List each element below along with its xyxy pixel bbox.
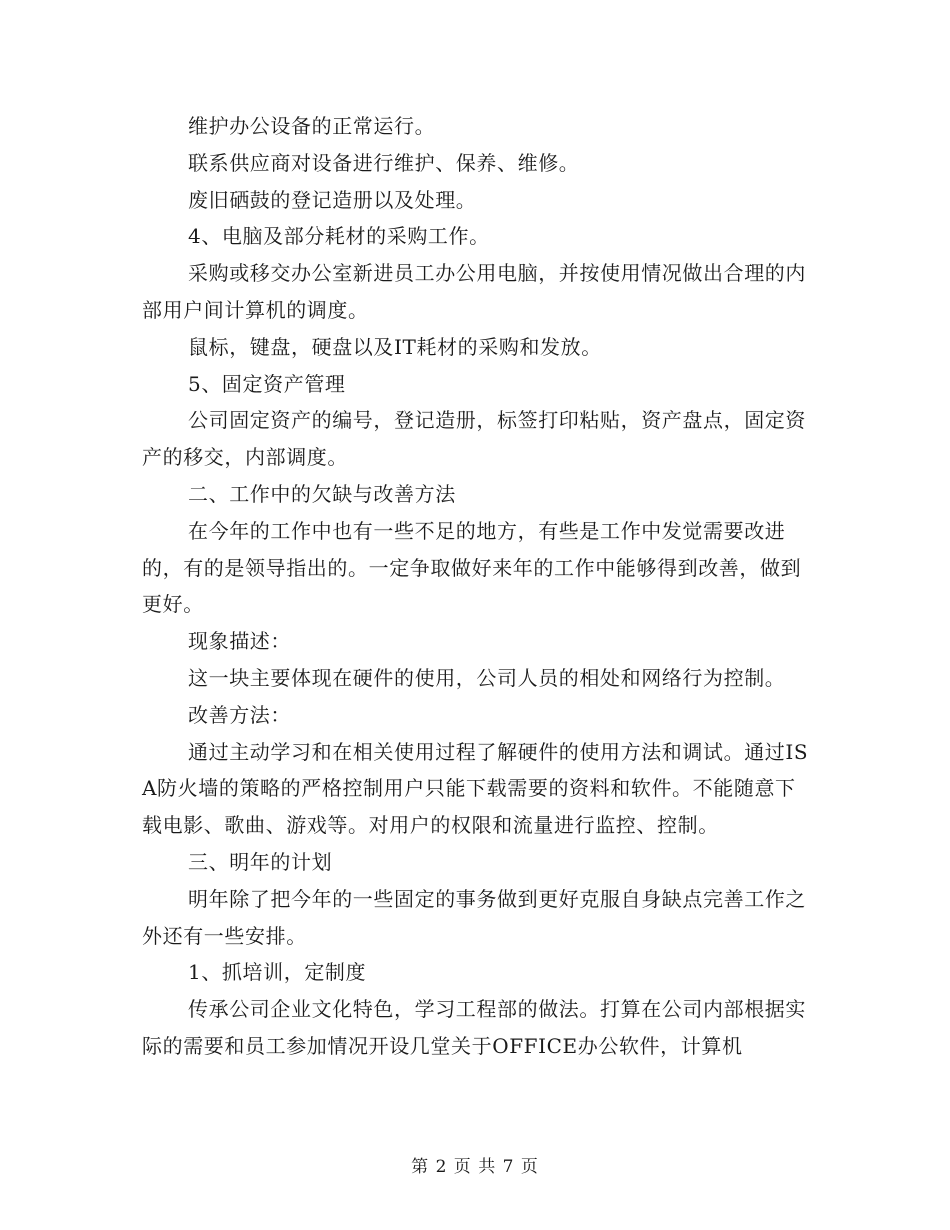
paragraph: 废旧硒鼓的登记造册以及处理。 bbox=[188, 187, 477, 212]
paragraph: 这一块主要体现在硬件的使用，公司人员的相处和网络行为控制。 bbox=[188, 665, 786, 690]
paragraph: 鼠标，键盘，硬盘以及IT耗材的采购和发放。 bbox=[188, 334, 602, 359]
paragraph: 联系供应商对设备进行维护、保养、维修。 bbox=[188, 150, 580, 175]
section-heading: 5、固定资产管理 bbox=[188, 371, 346, 396]
section-heading: 二、工作中的欠缺与改善方法 bbox=[188, 481, 456, 506]
paragraph: 公司固定资产的编号，登记造册，标签打印粘贴，资产盘点，固定资产的移交，内部调度。 bbox=[142, 408, 806, 470]
paragraph: 在今年的工作中也有一些不足的地方，有些是工作中发觉需要改进的，有的是领导指出的。一定争取做好来年的工作中能够得到改善，做到更好。 bbox=[142, 518, 802, 617]
section-heading: 三、明年的计划 bbox=[188, 849, 333, 874]
section-heading: 4、电脑及部分耗材的采购工作。 bbox=[188, 224, 490, 249]
paragraph: 通过主动学习和在相关使用过程了解硬件的使用方法和调试。通过ISA防火墙的策略的严格控制用户只能下载需要的资料和软件。不能随意下载电影、歌曲、游戏等。对用户的权限和流量进行监控、控制。 bbox=[142, 739, 809, 838]
document-body bbox=[142, 108, 810, 1065]
paragraph: 传承公司企业文化特色，学习工程部的做法。打算在公司内部根据实际的需要和员工参加情况开设几堂关于OFFICE办公软件，计算机 bbox=[142, 997, 806, 1058]
paragraph: 采购或移交办公室新进员工办公用电脑，并按使用情况做出合理的内部用户间计算机的调度。 bbox=[142, 261, 806, 322]
section-heading: 1、抓培训，定制度 bbox=[188, 960, 367, 985]
subheading: 现象描述： bbox=[188, 629, 291, 654]
paragraph: 维护办公设备的正常运行。 bbox=[188, 114, 436, 138]
paragraph: 明年除了把今年的一些固定的事务做到更好克服自身缺点完善工作之外还有一些安排。 bbox=[142, 886, 806, 948]
subheading: 改善方法： bbox=[188, 702, 291, 727]
page-footer: 第 2 页 共 7 页 bbox=[411, 1157, 539, 1177]
